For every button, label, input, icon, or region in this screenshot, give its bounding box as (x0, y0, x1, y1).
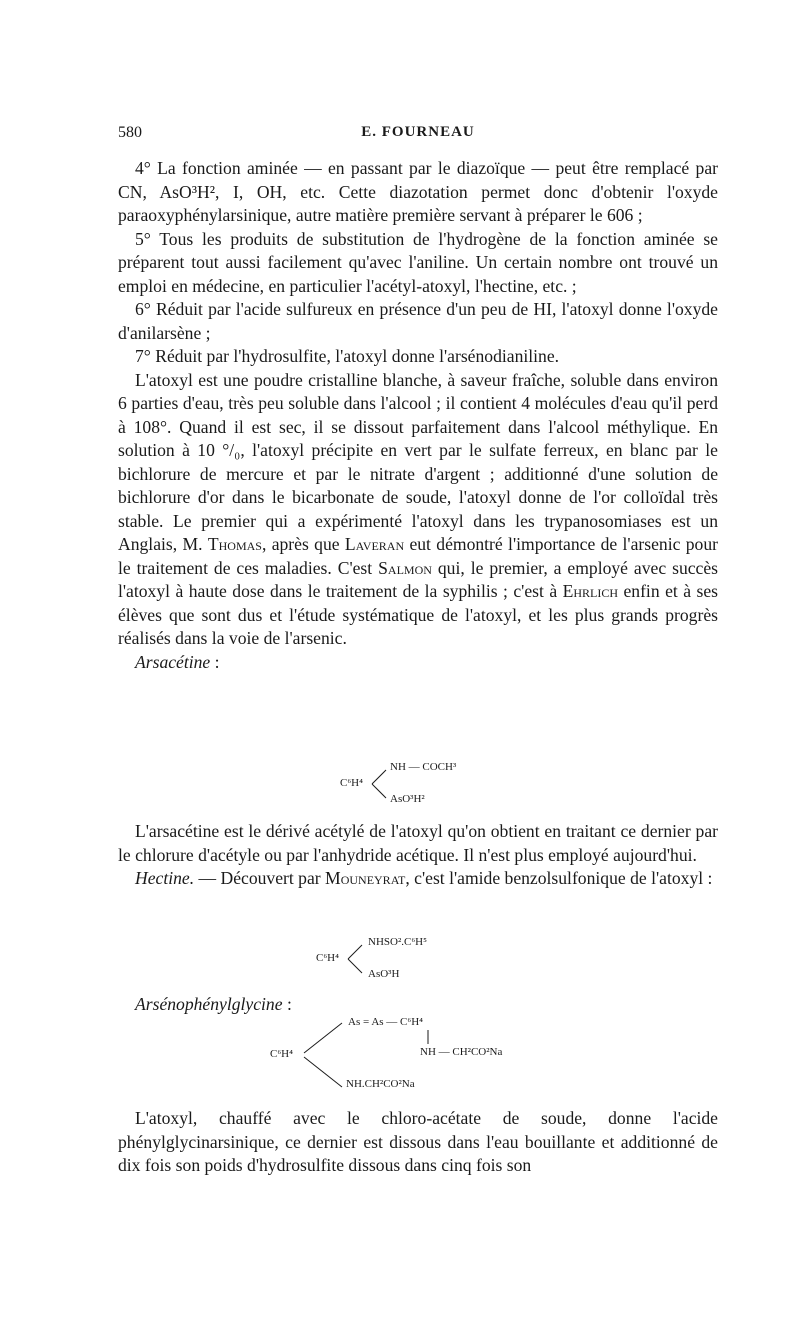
atoxyl-text-d: qui, le premier, a employé avec succès l'atoxyl à haute dose dans le traitement de la syphilis ; c'est à (118, 557, 719, 601)
paragraph-item-4: 4° La fonction aminée — en passant par le diazoïque — peut être remplacé par CN, AsO³H², I, OH, etc. Cette diazotation permet donc d'obtenir l'oxyde paraoxyphénylarsinique, autre matière première servant à préparer le 606 ; (118, 158, 718, 225)
hectine-text-b: , c'est l'amide benzolsulfonique de l'atoxyl : (405, 868, 713, 888)
paragraph-item-7: 7° Réduit par l'hydrosulfite, l'atoxyl donne l'arsénodianiline. (135, 346, 560, 366)
paragraph-arsacetine: L'arsacétine est le dérivé acétylé de l'atoxyl qu'on obtient en traitant ce dernier par le chlorure d'acétyle ou par l'anhydride acétique. Il n'est plus employé aujourd'hui. (118, 821, 718, 865)
atoxyl-text-a: L'atoxyl est une poudre cristalline blanche, à saveur fraîche, soluble dans environ 6 parties d'eau, très peu soluble dans l'alcool ; il contient 4 molécules d'eau qu'il perd à 108°. Quand il est sec, il se dissout parfaitement dans l'alcool méthylique. En solution à 10 °/₀, l'atoxyl précipite en vert par le sulfate ferreux, en blanc par le bichlorure de mercure et par le nitrate d'argent ; additionné d'une solution de bichlorure d'or dans le bicarbonate de soude, l'atoxyl donne de l'or colloïdal très stable. Le premier qui a expérimenté l'atoxyl dans les trypanosomiases est un Anglais, M. (118, 369, 718, 554)
text-block-4 (118, 1107, 718, 1178)
text-block-2 (118, 820, 718, 891)
arsacetine-label: Arsacétine (135, 651, 211, 672)
formula-core: C⁶H⁴ (270, 1048, 293, 1060)
formula-arsacetine (340, 760, 560, 810)
paragraph-item-6: 6° Réduit par l'acide sulfureux en présence d'un peu de HI, l'atoxyl donne l'oxyde d'anilarsène ; (118, 299, 718, 343)
paragraph-atoxyl-chloroacetate: L'atoxyl, chauffé avec le chloro-acétate de soude, donne l'acide phénylglycinarsinique, ce dernier est dissous dans l'eau bouillante et additionné de dix fois son poids d'hydrosulfite dissous dans cinq fois son (118, 1108, 718, 1175)
arsacetine-colon: : (210, 651, 220, 672)
arsenophenylglycine-label: Arsénophénylglycine (135, 994, 283, 1014)
arsenophenylglycine-colon: : (282, 994, 292, 1014)
formula-top-group: NH — COCH³ (390, 761, 457, 773)
formula-bottom-group: NH.CH²CO²Na (346, 1078, 415, 1090)
formula-core: C⁶H⁴ (316, 952, 339, 964)
page-header (118, 124, 718, 150)
atoxyl-text-b: , après que (261, 534, 340, 554)
running-head: E. FOURNEAU (361, 124, 475, 140)
paragraph-hectine (118, 867, 718, 891)
paragraph-item-5: 5° Tous les produits de substitution de l'hydrogène de la fonction aminée se préparent tout aussi facilement qu'avec l'aniline. Un certain nombre ont trouvé un emploi en médecine, en particulier l'acétyl-atoxyl, l'hectine, etc. ; (118, 228, 718, 296)
formula-arsenophenylglycine (270, 1015, 570, 1095)
hectine-label: Hectine. (135, 868, 195, 888)
atoxyl-text-c: eut démontré l'importance de l'arsenic pour le traitement de ces maladies. C'est (118, 534, 719, 578)
formula-middle-group: NH — CH²CO²Na (420, 1046, 503, 1058)
text-block-3 (118, 993, 718, 1017)
hectine-text-a: — Découvert par (194, 868, 321, 888)
formula-bottom-group: AsO³H² (390, 793, 425, 805)
paragraph-atoxyl-properties (118, 369, 718, 651)
author-thomas: Thomas (207, 534, 262, 554)
text-block-1 (118, 157, 718, 674)
formula-hectine (316, 935, 516, 985)
author-ehrlich: Ehrlich (562, 581, 619, 601)
arsacetine-heading (118, 651, 718, 675)
formula-core: C⁶H⁴ (340, 777, 363, 789)
bond-lines (346, 939, 368, 979)
vertical-bond-line (426, 1030, 430, 1044)
page-number: 580 (118, 124, 142, 141)
author-laveran: Laveran (344, 534, 405, 554)
formula-bottom-group: AsO³H (368, 968, 400, 980)
formula-top-group: NHSO².C⁶H⁵ (368, 936, 427, 948)
formula-top-group: As = As — C⁶H⁴ (348, 1016, 423, 1028)
bond-lines (370, 764, 392, 804)
atoxyl-text-e: enfin et à ses élèves que sont dus et l'étude systématique de l'atoxyl, et les plus grands progrès réalisés dans la voie de l'arsenic. (118, 581, 718, 648)
arsenophenylglycine-heading (118, 993, 718, 1017)
author-salmon: Salmon (378, 557, 432, 578)
author-mouneyrat: Mouneyrat (325, 868, 406, 888)
